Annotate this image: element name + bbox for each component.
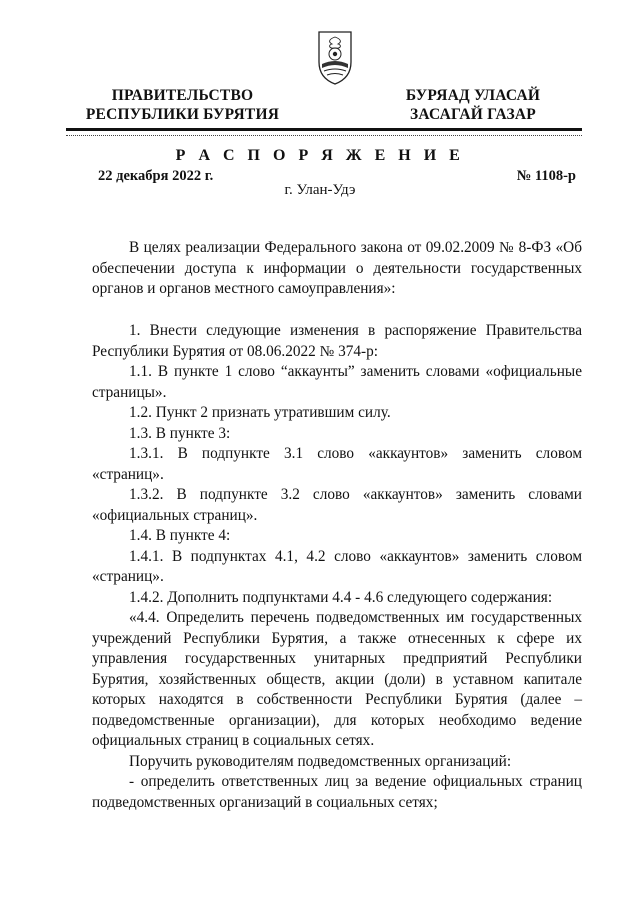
government-name-russian xyxy=(80,86,285,124)
government-name-buryat xyxy=(388,86,558,124)
body-paragraph: 1.3. В пункте 3: xyxy=(129,424,231,442)
body-paragraph: 1.4.2. Дополнить подпунктами 4.4 - 4.6 следующего содержания: xyxy=(129,588,553,606)
preamble-paragraph: В целях реализации Федерального закона от 09.02.2009 № 8-ФЗ «Об обеспечении доступа к информации о деятельности государственных органов и органов местного самоуправления»: xyxy=(92,239,582,297)
body-paragraph: Поручить руководителям подведомственных организаций: xyxy=(129,752,512,770)
header-left-line2: РЕСПУБЛИКИ БУРЯТИЯ xyxy=(85,106,280,123)
header-dotted-divider xyxy=(66,135,582,136)
body-paragraph: «4.4. Определить перечень подведомственных им государственных учреждений Республики Бурятия, а также отнесенных к сфере их управления государственных унитарных предприятий Республики Бурятия, хозяйственных обществ, акции (доли) в уставном капитале которых находятся в собственности Республики Бурятия (далее – подведомственные организации), для которых необходимо ведение официальных страниц в социальных сетях. xyxy=(92,609,582,749)
body-paragraph: 1.4. В пункте 4: xyxy=(129,527,231,544)
body-paragraph: 1.4.1. В подпунктах 4.1, 4.2 слово «аккаунтов» заменить словом «страниц». xyxy=(92,547,582,585)
document-number: № 1108-р xyxy=(516,168,576,184)
header-right-line1: БУРЯАД УЛАСАЙ xyxy=(405,87,541,104)
body-paragraph: 1.3.2. В подпункте 3.2 слово «аккаунтов» заменить словами «официальных страниц». xyxy=(92,486,582,524)
header-right-line2: ЗАСАГАЙ ГАЗАР xyxy=(410,106,536,123)
coat-of-arms-icon xyxy=(315,28,355,86)
body-paragraph: 1.1. В пункте 1 слово “аккаунты” заменить словами «официальные страницы». xyxy=(92,363,582,401)
document-preamble xyxy=(92,238,582,300)
document-city: г. Улан-Удэ xyxy=(284,182,356,198)
body-paragraph: 1.3.1. В подпункте 3.1 слово «аккаунтов» заменить словом «страниц». xyxy=(92,445,582,483)
header-left-line1: ПРАВИТЕЛЬСТВО xyxy=(111,87,254,104)
body-paragraph: 1.2. Пункт 2 признать утратившим силу. xyxy=(129,404,391,421)
body-paragraph: 1. Внести следующие изменения в распоряжение Правительства Республики Бурятия от 08.06.2022 № 374-р: xyxy=(92,322,582,360)
document-date: 22 декабря 2022 г. xyxy=(98,168,214,184)
document-type: Р А С П О Р Я Ж Е Н И Е xyxy=(175,147,465,164)
document-body xyxy=(92,321,582,813)
header-divider xyxy=(66,128,582,131)
body-paragraph: - определить ответственных лиц за ведение официальных страниц подведомственных организаций в социальных сетях; xyxy=(92,773,582,811)
